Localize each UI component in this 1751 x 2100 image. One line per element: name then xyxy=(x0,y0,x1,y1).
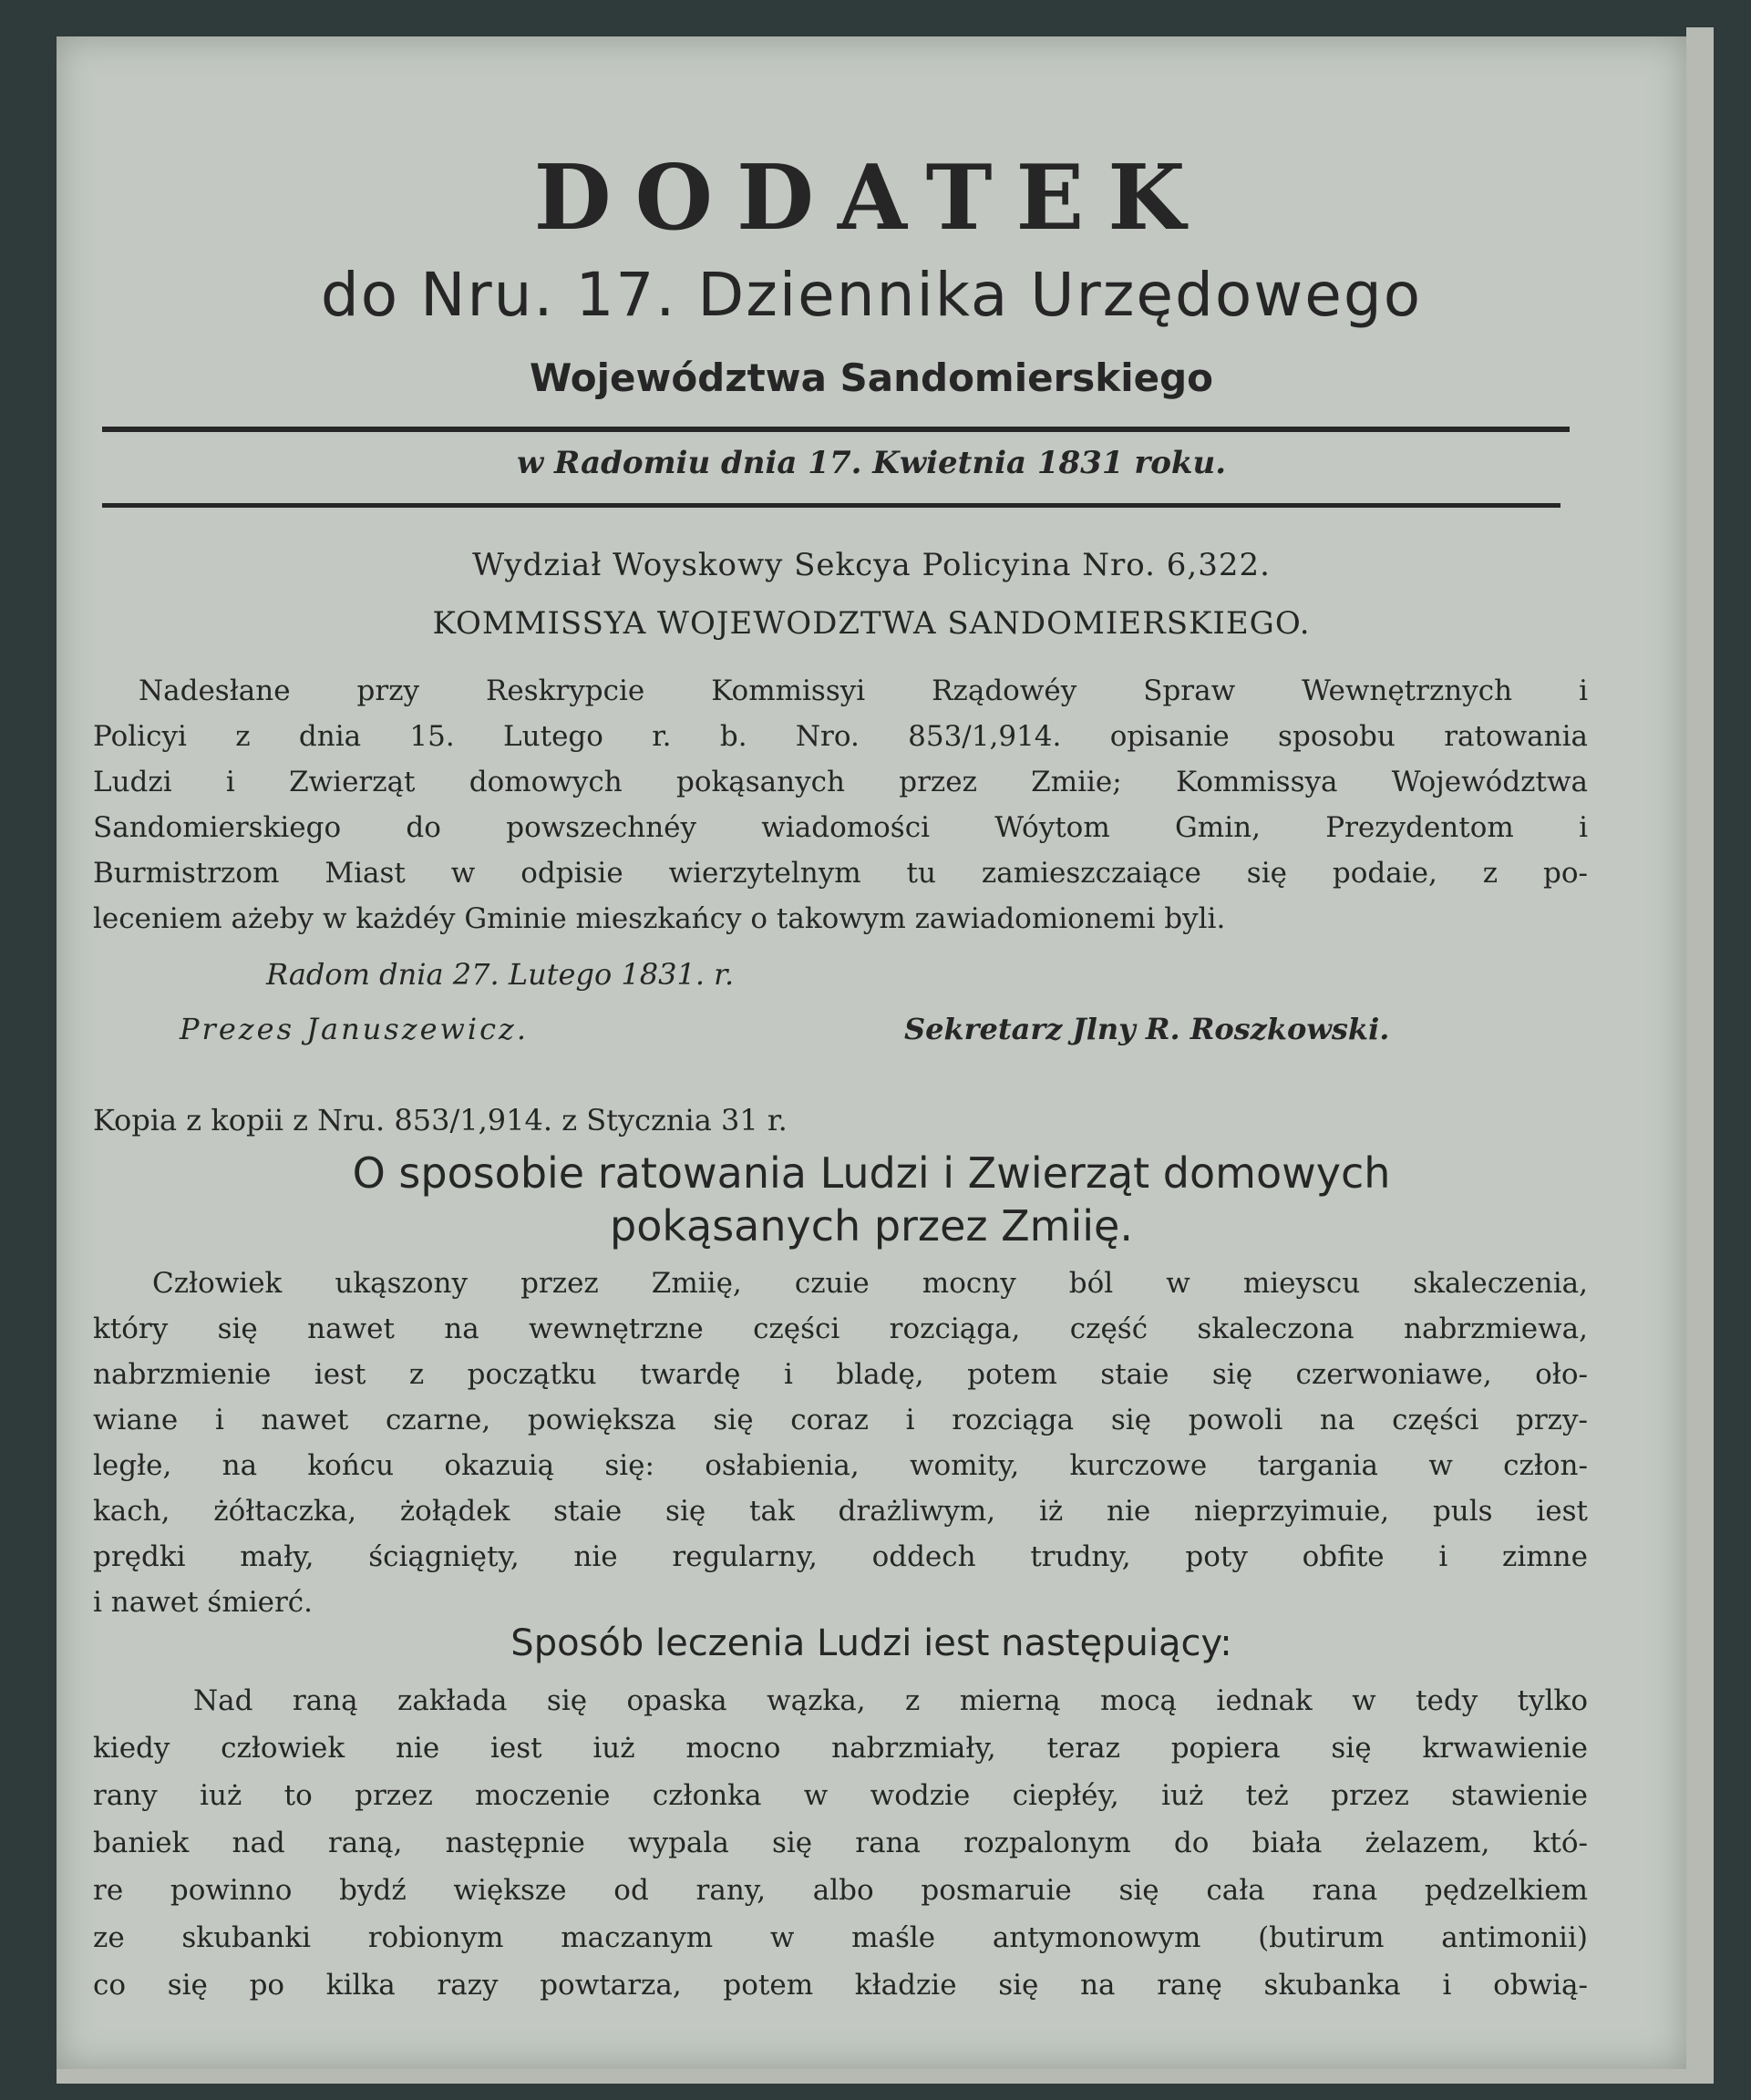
notice-authority: KOMMISSYA WOJEWODZTWA SANDOMIERSKIEGO. xyxy=(432,605,1311,642)
article-title-line1: O sposobie ratowania Ludzi i Zwierząt domowych xyxy=(352,1148,1391,1198)
treatment-line: kiedy człowiek nie iest iuż mocno nabrzmiały, teraz popiera się krwawienie xyxy=(93,1732,1588,1765)
issue-date: w Radomiu dnia 17. Kwietnia 1831 roku. xyxy=(516,445,1227,481)
article-line: kach, żółtaczka, żołądek staie się tak drażliwym, iż nie nieprzyimuie, puls iest xyxy=(93,1495,1588,1528)
treatment-subheading: Sposób leczenia Ludzi iest następuiący: xyxy=(510,1622,1232,1664)
masthead-rule-bottom xyxy=(102,503,1560,508)
treatment-line: baniek nad raną, następnie wypala się rana rozpalonym do biała żelazem, któ- xyxy=(93,1827,1588,1859)
masthead-region: Województwa Sandomierskiego xyxy=(529,355,1214,400)
article-line: i nawet śmierć. xyxy=(93,1586,314,1619)
notice-line: Burmistrzom Miast w odpisie wierzytelnym tu zamieszczaiące się podaie, z po- xyxy=(93,857,1588,890)
treatment-line: rany iuż to przez moczenie członka w wodzie ciepłéy, iuż też przez stawienie xyxy=(93,1779,1588,1812)
article-line: który się nawet na wewnętrzne części rozciąga, część skaleczona nabrzmiewa, xyxy=(93,1312,1588,1345)
document-page xyxy=(57,36,1686,2069)
notice-secretary: Sekretarz Jlny R. Roszkowski. xyxy=(904,1012,1390,1046)
page-edge-right xyxy=(1686,27,1714,2078)
copy-reference: Kopia z kopii z Nru. 853/1,914. z Stycznia 31 r. xyxy=(93,1103,788,1138)
notice-president: Prezes Januszewicz. xyxy=(180,1012,530,1046)
article-line: Człowiek ukąszony przez Zmiię, czuie mocny ból w mieyscu skaleczenia, xyxy=(152,1267,1588,1300)
masthead-title: DODATEK xyxy=(533,146,1210,251)
treatment-line: co się po kilka razy powtarza, potem kładzie się na ranę skubanka i obwią- xyxy=(93,1969,1588,2002)
notice-place-date: Radom dnia 27. Lutego 1831. r. xyxy=(266,957,735,992)
page-edge-bottom xyxy=(57,2067,1714,2084)
article-line: ległe, na końcu okazuią się: osłabienia, womity, kurczowe targania w człon- xyxy=(93,1449,1588,1482)
notice-line: Policyi z dnia 15. Lutego r. b. Nro. 853/1,914. opisanie sposobu ratowania xyxy=(93,720,1588,753)
article-line: nabrzmienie iest z początku twardę i bladę, potem staie się czerwoniawe, oło- xyxy=(93,1358,1588,1391)
notice-header: Wydział Woyskowy Sekcya Policyina Nro. 6,322. xyxy=(472,547,1271,583)
notice-line: leceniem ażeby w każdéy Gminie mieszkańcy o takowym zawiadomionemi byli. xyxy=(93,902,1226,935)
notice-line: Ludzi i Zwierząt domowych pokąsanych przez Zmiie; Kommissya Województwa xyxy=(93,766,1588,798)
treatment-line: ze skubanki robionym maczanym w maśle antymonowym (butirum antimonii) xyxy=(93,1921,1588,1954)
notice-line: Sandomierskiego do powszechnéy wiadomości Wóytom Gmin, Prezydentom i xyxy=(93,811,1588,844)
notice-line: Nadesłane przy Reskrypcie Kommissyi Rządowéy Spraw Wewnętrznych i xyxy=(139,674,1588,707)
article-line: wiane i nawet czarne, powiększa się coraz i rozciąga się powoli na części przy- xyxy=(93,1404,1588,1436)
masthead-subtitle: do Nru. 17. Dziennika Urzędowego xyxy=(320,260,1423,330)
masthead-rule-top xyxy=(102,427,1570,432)
treatment-line: Nad raną zakłada się opaska wązka, z mierną mocą iednak w tedy tylko xyxy=(193,1684,1588,1717)
treatment-line: re powinno bydź większe od rany, albo posmaruie się cała rana pędzelkiem xyxy=(93,1874,1588,1907)
article-title-line2: pokąsanych przez Zmiię. xyxy=(610,1201,1133,1251)
article-line: prędki mały, ściągnięty, nie regularny, oddech trudny, poty obfite i zimne xyxy=(93,1540,1588,1573)
